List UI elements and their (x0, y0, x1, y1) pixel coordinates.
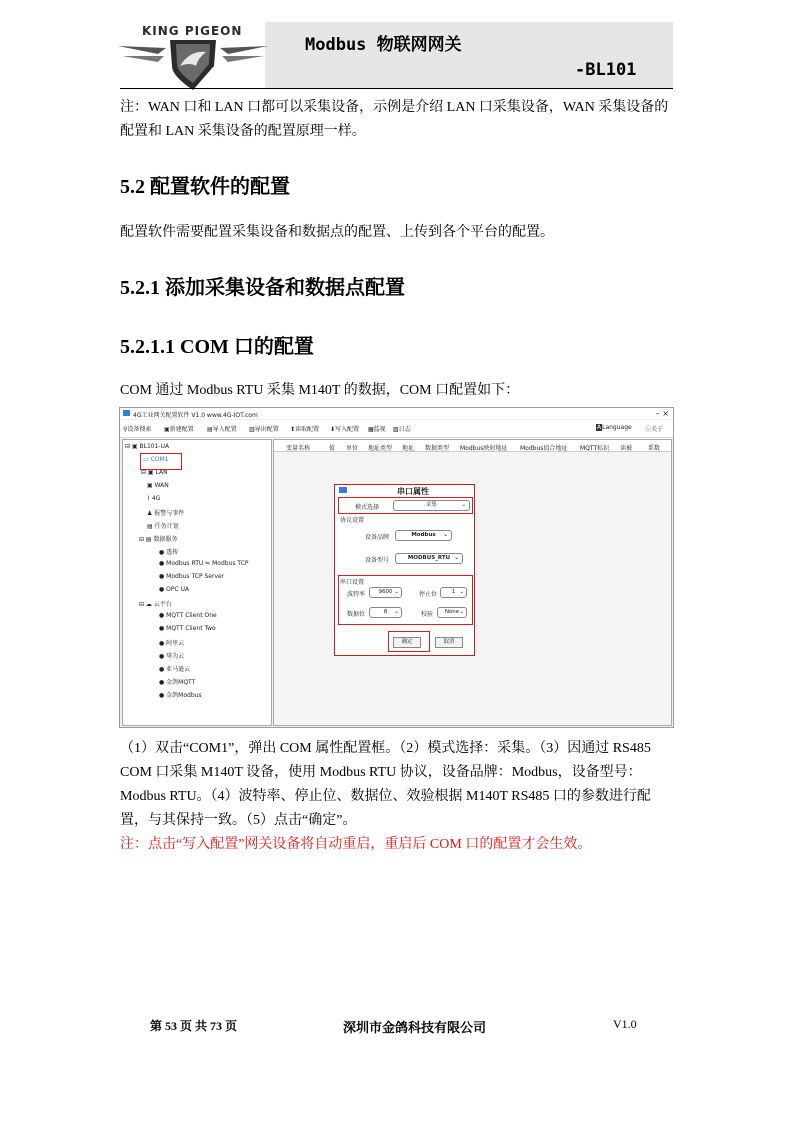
download-icon: ⬇ (330, 426, 336, 433)
king-pigeon-logo (118, 36, 268, 92)
tree-item-jinge-modbus[interactable]: ● 金鸽Modbus (159, 692, 202, 699)
tree-item-jinge-mqtt[interactable]: ● 金鸽MQTT (159, 679, 196, 686)
col-header: MQTT标识 (580, 445, 610, 452)
about-button[interactable]: ⓘ关于 (645, 426, 664, 433)
col-header: 单位 (346, 445, 359, 452)
tree-item-wan[interactable]: ▣ WAN (147, 482, 169, 489)
tree-item-huawei[interactable]: ● 华为云 (159, 653, 185, 660)
tree-root[interactable]: ⊟ ▣ BL101-UA (125, 443, 170, 450)
data-bits-label: 数据位 (347, 611, 366, 618)
toolbar (120, 420, 673, 438)
model-select[interactable]: MODBUS_RTU ⌄ (395, 553, 463, 564)
export-icon: ▥ (249, 426, 255, 433)
toolbar-monitor-button[interactable]: ▦监视 (368, 426, 386, 433)
heading-5-2-1-1: 5.2.1.1 COM 口的配置 (120, 336, 314, 358)
col-header: 数据类型 (425, 445, 450, 452)
page-number: 第 53 页 共 73 页 (150, 1019, 238, 1033)
col-header: 地址 (402, 445, 415, 452)
chevron-down-icon: ⌄ (459, 609, 464, 615)
chevron-down-icon: ⌄ (394, 609, 399, 615)
chevron-down-icon: ⌄ (454, 555, 459, 561)
tree-item-aws[interactable]: ● 亚马逊云 (159, 666, 191, 673)
toolbar-write-button[interactable]: ⬇写入配置 (330, 426, 360, 433)
window-titlebar (120, 408, 673, 419)
data-bits-select[interactable]: 8 ⌄ (369, 607, 402, 618)
tree-item-tcp-server[interactable]: ● Modbus TCP Server (159, 573, 225, 580)
tree-item-schedule[interactable]: ▤ 任务计划 (147, 523, 179, 530)
mode-label: 模式选择 (355, 504, 380, 511)
tree-item-data-service[interactable]: ⊟ ▤ 数据服务 (139, 536, 178, 543)
stop-bits-select[interactable]: 1 ⌄ (440, 587, 467, 598)
ok-highlight (388, 631, 430, 652)
serial-port-dialog (334, 484, 475, 656)
parity-select[interactable]: None ⌄ (437, 607, 467, 618)
chevron-down-icon: ⌄ (461, 502, 466, 508)
serial-group-label: 串口设置 (340, 579, 365, 586)
col-header: Modbus值合地址 (520, 445, 568, 452)
ok-button[interactable]: 确定 (393, 637, 421, 648)
chevron-down-icon: ⌄ (394, 589, 399, 595)
stop-bits-label: 停止位 (419, 591, 438, 598)
document-title: Modbus 物联网网关 (305, 35, 462, 55)
chevron-down-icon: ⌄ (443, 532, 448, 538)
col-header: Modbus映射地址 (460, 445, 508, 452)
brand-select[interactable]: Modbus ⌄ (395, 530, 452, 541)
protocol-group-label: 协议设置 (340, 517, 365, 524)
tree-item-lan[interactable]: ⊟ ▣ LAN (141, 469, 168, 476)
heading-5-2: 5.2 配置软件的配置 (120, 176, 290, 198)
com1-highlight (140, 453, 182, 470)
language-button[interactable]: ALanguage (597, 424, 632, 431)
col-header: 变量名称 (286, 445, 311, 452)
language-icon: A (597, 424, 602, 431)
chevron-down-icon: ⌄ (459, 589, 464, 595)
dialog-title: 串口属性 (397, 487, 429, 496)
mode-select[interactable]: 采集 ⌄ (393, 500, 470, 511)
tree-item-4g[interactable]: ⌇ 4G (147, 495, 161, 502)
cancel-button[interactable]: 取消 (435, 637, 463, 648)
tree-item-transparent[interactable]: ● 透传 (159, 549, 179, 556)
col-header: 系数 (648, 445, 661, 452)
tree-item-alarm[interactable]: ♟ 报警与事件 (147, 510, 185, 517)
restart-note: 注：点击“写入配置”网关设备将自动重启，重启后 COM 口的配置才会生效。 (120, 837, 592, 852)
monitor-icon: ▦ (368, 426, 374, 433)
tree-item-aliyun[interactable]: ● 阿里云 (159, 640, 185, 647)
log-icon: ▧ (393, 426, 399, 433)
logo-text: KING PIGEON (142, 24, 243, 38)
parity-label: 校验 (421, 611, 434, 618)
toolbar-search-button[interactable]: ⚲设备搜索 (123, 426, 152, 433)
header-rule (120, 88, 673, 89)
window-controls[interactable]: – × (655, 409, 669, 418)
folder-icon: ▤ (207, 426, 213, 433)
com-intro-text: COM 通过 Modbus RTU 采集 M140T 的数据，COM 口配置如下： (120, 383, 520, 398)
device-tree (122, 439, 272, 726)
search-icon: ⚲ (123, 426, 128, 433)
section-5-2-text: 配置软件需要配置采集设备和数据点的配置、上传到各个平台的配置。 (120, 225, 554, 240)
col-header: 值 (329, 445, 336, 452)
dialog-icon (339, 487, 347, 493)
app-icon (123, 410, 130, 416)
tree-item-cloud[interactable]: ⊟ ☁ 云平台 (139, 601, 172, 608)
heading-5-2-1: 5.2.1 添加采集设备和数据点配置 (120, 277, 405, 299)
toolbar-read-button[interactable]: ⬆读取配置 (290, 426, 320, 433)
version-label: V1.0 (613, 1017, 637, 1031)
tree-item-opc-ua[interactable]: ● OPC UA (159, 586, 190, 593)
toolbar-import-button[interactable]: ▤导入配置 (207, 426, 237, 433)
toolbar-log-button[interactable]: ▧日志 (393, 426, 411, 433)
brand-label: 设备品牌 (365, 534, 390, 541)
baud-select[interactable]: 9600 ⌄ (369, 587, 402, 598)
info-icon: ⓘ (645, 426, 652, 433)
product-model: -BL101 (575, 60, 637, 80)
note-wan-lan: 注：WAN 口和 LAN 口都可以采集设备，示例是介绍 LAN 口采集设备，WAN 采集设备的配置和 LAN 采集设备的配置原理一样。 (120, 100, 669, 139)
window-title: 4G工业网关配置软件 V1.0 www.4G-IOT.com (133, 412, 258, 419)
col-header: 地址类型 (368, 445, 393, 452)
model-label: 设备型号 (365, 557, 390, 564)
col-header: 读被 (620, 445, 633, 452)
config-software-screenshot (119, 407, 674, 728)
toolbar-new-button[interactable]: ▣新建配置 (164, 426, 194, 433)
tree-item-mqtt-two[interactable]: ● MQTT Client Two (159, 625, 216, 632)
upload-icon: ⬆ (290, 426, 296, 433)
mode-highlight (338, 497, 473, 514)
explanation-text: （1）双击“COM1”，弹出 COM 属性配置框。（2）模式选择：采集。（3）因通过 RS485 COM 口采集 M140T 设备，使用 Modbus RTU 协议，设备品牌：Modbus，设备型号：Modbus RTU。（4）波特率、停止位、数据位、效验根据 M140T RS485 口的参数进行配置，与其保持一致。（5）点击“确定”。 (120, 741, 651, 828)
tree-item-mqtt-one[interactable]: ● MQTT Client One (159, 612, 217, 619)
new-icon: ▣ (164, 426, 170, 433)
toolbar-export-button[interactable]: ▥导出配置 (249, 426, 279, 433)
company-name: 深圳市金鸽科技有限公司 (343, 1021, 487, 1036)
tree-item-com1[interactable]: ▭ COM1 (143, 456, 169, 463)
baud-label: 波特率 (347, 591, 366, 598)
tree-item-rtu-tcp[interactable]: ● Modbus RTU ≒ Modbus TCP (159, 560, 249, 567)
